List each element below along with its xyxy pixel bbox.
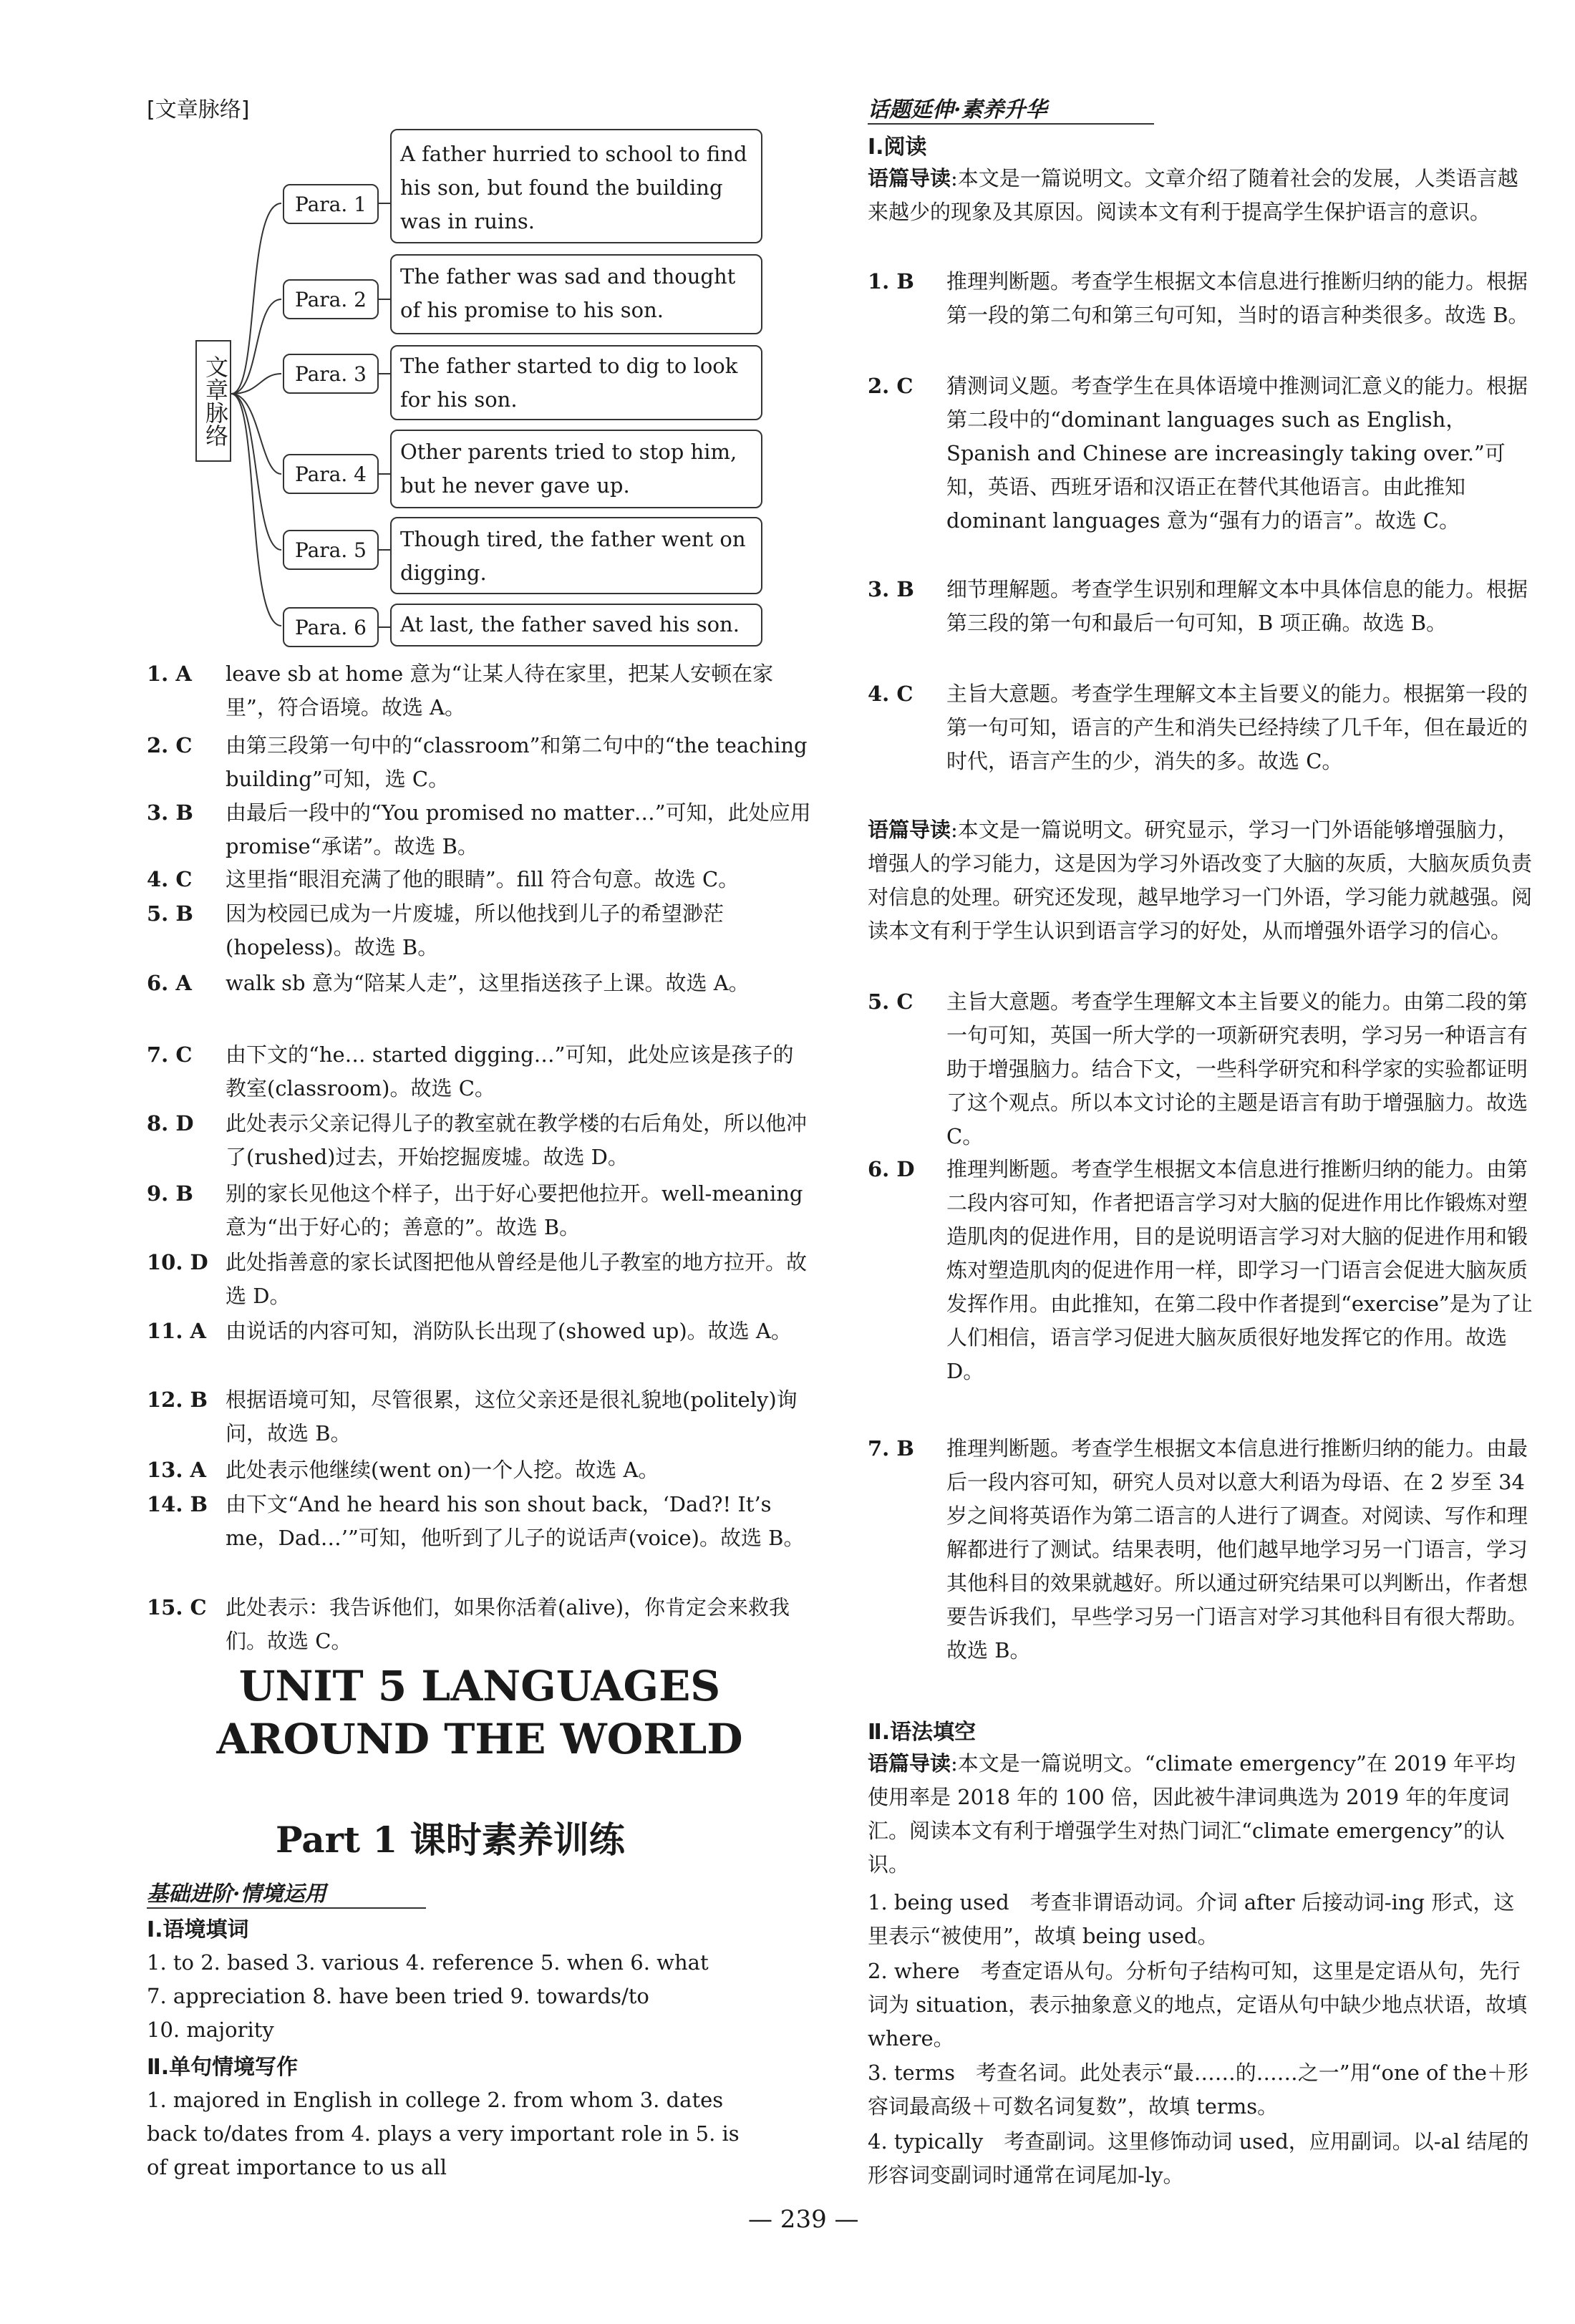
answer-text: 此处表示父亲记得儿子的教室就在教学楼的右后角处，所以他冲了(rushed)过去，开始挖掘废墟。故选 D。 xyxy=(226,1111,808,1169)
answer-item xyxy=(868,2056,1533,2124)
answer-item xyxy=(868,1432,1528,1662)
answer-number: 12. B xyxy=(147,1388,208,1412)
passage-guide: 语篇导读:本文是一篇说明文。“climate emergency”在 2019 年平均使用率是 2018 年的 100 倍，因此被牛津词典选为 2019 年的年度词汇。阅读本文有利于增强学生对热门词汇“climate emergency”的认识。 xyxy=(868,1751,1516,1877)
guide-text: 本文是一篇说明文。“climate emergency”在 2019 年平均使用率是 2018 年的 100 倍，因此被牛津词典选为 2019 年的年度词汇。阅读本文有利于增强学生对热门词汇“climate emergency”的认识。 xyxy=(868,1751,1516,1877)
outline-para-label: Para. 2 xyxy=(283,279,379,319)
answer-line: back to/dates from 4. plays a very important role in 5. is xyxy=(147,2121,740,2146)
answer-item xyxy=(147,1246,808,1308)
answer-text: 推理判断题。考查学生根据文本信息进行推断归纳的能力。根据第一段的第二句和第三句可知，当时的语言种类很多。故选 B。 xyxy=(946,269,1529,327)
answer-item xyxy=(147,1177,803,1239)
answer-text: 这里指“眼泪充满了他的眼睛”。fill 符合句意。故选 C。 xyxy=(226,867,740,891)
outline-para-label: Para. 1 xyxy=(283,184,379,224)
guide-text: 本文是一篇说明文。文章介绍了随着社会的发展，人类语言越来越少的现象及其原因。阅读本文有利于提高学生保护语言的意识。 xyxy=(868,166,1518,224)
answer-number: 2. C xyxy=(868,374,914,398)
answer-text: 由第三段第一句中的“classroom”和第二句中的“the teaching building”可知，选 C。 xyxy=(226,733,808,791)
answer-text: 因为校园已成为一片废墟，所以他找到儿子的希望渺茫(hopeless)。故选 B。 xyxy=(226,901,724,959)
answer-text: 根据语境可知，尽管很累，这位父亲还是很礼貌地(politely)询问，故选 B。 xyxy=(226,1388,798,1446)
outline-para-label: Para. 3 xyxy=(283,354,379,394)
guide-text: 本文是一篇说明文。研究显示，学习一门外语能够增强脑力，增强人的学习能力，这是因为学习外语改变了大脑的灰质，大脑灰质负责对信息的处理。研究还发现，越早地学习一门外语，学习能力就越强。阅读本文有利于学生认识到语言学习的好处，从而增强外语学习的信心。 xyxy=(868,818,1533,943)
divider xyxy=(147,1907,426,1909)
answer-number: 1. being used xyxy=(868,1890,1009,1914)
outline-summary: A father hurried to school to find his son, but found the building was in ruins. xyxy=(390,129,762,243)
outline-summary: The father started to dig to look for his son. xyxy=(390,345,762,420)
answer-item xyxy=(868,1886,1533,1953)
answer-item xyxy=(147,1107,808,1169)
answer-item xyxy=(868,369,1528,533)
answer-line: of great importance to us all xyxy=(147,2155,447,2179)
outline-para-label: Para. 5 xyxy=(283,530,379,570)
answer-item xyxy=(147,1488,805,1550)
answer-line: 1. majored in English in college 2. from whom 3. dates xyxy=(147,2088,724,2112)
answer-line: 7. appreciation 8. have been tried 9. towards/to xyxy=(147,1984,649,2008)
guide-label: 语篇导读 xyxy=(868,166,951,190)
answer-item xyxy=(147,657,774,720)
guide-label: 语篇导读 xyxy=(868,1751,951,1776)
answer-item xyxy=(868,985,1528,1148)
answer-text: 猜测词义题。考查学生在具体语境中推测词汇意义的能力。根据第二段中的“dominant languages such as English，Spanish and Chinese are increasingly taking over.”可知，英语、西班牙语和汉语正在替代其他语言。由此推知 dominant languages 意为“强有力的语言”。故选 C。 xyxy=(946,374,1528,533)
answer-number: 10. D xyxy=(147,1250,208,1274)
passage-guide: 语篇导读:本文是一篇说明文。研究显示，学习一门外语能够增强脑力，增强人的学习能力，这是因为学习外语改变了大脑的灰质，大脑灰质负责对信息的处理。研究还发现，越早地学习一门外语，学习能力就越强。阅读本文有利于学生认识到语言学习的好处，从而增强外语学习的信心。 xyxy=(868,818,1533,943)
answer-text: 推理判断题。考查学生根据文本信息进行推断归纳的能力。由最后一段内容可知，研究人员对以意大利语为母语、在 2 岁至 34 岁之间将英语作为第二语言的人进行了调查。对阅读、写作和理解都进行了测试。结果表明，他们越早地学习另一门语言，学习其他科目的效果就越好。所以通过研究结果可以判断出，作者想要告诉我们，早些学习另一门语言对学习其他科目有很大帮助。故选 B。 xyxy=(946,1436,1528,1662)
subsection-heading: Ⅰ.语境填词 xyxy=(147,1917,249,1942)
answer-number: 9. B xyxy=(147,1181,193,1206)
answer-item xyxy=(147,1314,792,1348)
answer-text: 由下文“And he heard his son shout back，‘Dad?! It’s me，Dad…’”可知，他听到了儿子的说话声(voice)。故选 B。 xyxy=(226,1492,805,1550)
answer-number: 6. A xyxy=(147,971,192,995)
answer-number: 6. D xyxy=(868,1157,915,1181)
answer-item xyxy=(868,265,1529,327)
answer-number: 2. C xyxy=(147,733,193,757)
answer-number: 4. C xyxy=(147,867,193,891)
answer-number: 13. A xyxy=(147,1458,207,1482)
answer-number: 7. C xyxy=(147,1042,193,1067)
answer-text: 推理判断题。考查学生根据文本信息进行推断归纳的能力。由第二段内容可知，作者把语言学习对大脑的促进作用比作锻炼对塑造肌肉的促进作用，目的是说明语言学习对大脑的促进作用和锻炼对塑造肌肉的促进作用一样，即学习一门语言会促进大脑灰质发挥作用。由此推知，在第二段中作者提到“exercise”是为了让人们相信，语言学习促进大脑灰质很好地发挥它的作用。故选 D。 xyxy=(946,1157,1533,1383)
subsection-heading: Ⅱ.语法填空 xyxy=(868,1720,976,1745)
unit-title-line2: AROUND THE WORLD xyxy=(216,1715,743,1763)
answer-number: 7. B xyxy=(868,1436,914,1461)
answer-item xyxy=(147,897,724,959)
answer-text: 考查非谓语动词。介词 after 后接动词-ing 形式，这里表示“被使用”，故填 being used。 xyxy=(868,1890,1515,1948)
answer-item xyxy=(868,677,1528,773)
answer-number: 15. C xyxy=(147,1595,207,1619)
answer-number: 3. B xyxy=(147,800,193,825)
part-title: Part 1 课时素养训练 xyxy=(276,1819,625,1861)
passage-guide: 语篇导读:本文是一篇说明文。文章介绍了随着社会的发展，人类语言越来越少的现象及其原因。阅读本文有利于提高学生保护语言的意识。 xyxy=(868,166,1518,224)
answer-number: 14. B xyxy=(147,1492,208,1516)
answer-item xyxy=(147,1383,798,1446)
outline-summary: Other parents tried to stop him, but he never gave up. xyxy=(390,430,762,508)
section-heading: 基础进阶·情境运用 xyxy=(147,1882,326,1907)
outline-para-label: Para. 6 xyxy=(283,607,379,647)
answer-text: 由最后一段中的“You promised no matter…”可知，此处应用 promise“承诺”。故选 B。 xyxy=(226,800,811,858)
answer-number: 4. C xyxy=(868,682,914,706)
answer-item xyxy=(868,573,1528,635)
answer-text: 由说话的内容可知，消防队长出现了(showed up)。故选 A。 xyxy=(226,1319,792,1343)
answer-number: 5. C xyxy=(868,989,914,1014)
section-heading: 话题延伸·素养升华 xyxy=(868,97,1047,122)
answer-number: 8. D xyxy=(147,1111,194,1136)
answer-text: walk sb 意为“陪某人走”，这里指送孩子上课。故选 A。 xyxy=(226,971,750,995)
answer-text: leave sb at home 意为“让某人待在家里，把某人安顿在家里”，符合语境。故选 A。 xyxy=(226,662,774,720)
answer-number: 2. where xyxy=(868,1959,960,1983)
outline-summary: Though tired, the father went on digging. xyxy=(390,517,762,594)
answer-number: 4. typically xyxy=(868,2129,984,2154)
divider xyxy=(868,123,1154,125)
answer-item xyxy=(147,1453,659,1487)
answer-number: 1. B xyxy=(868,269,914,294)
answer-number: 3. terms xyxy=(868,2061,955,2085)
outline-root: 文章脉络 xyxy=(195,340,231,462)
answer-text: 考查副词。这里修饰动词 used，应用副词。以-al 结尾的形容词变副词时通常在词尾加-ly。 xyxy=(868,2129,1529,2187)
answer-line: 10. majority xyxy=(147,2018,274,2042)
subsection-heading: Ⅱ.单句情境写作 xyxy=(147,2055,299,2080)
answer-line: 1. to 2. based 3. various 4. reference 5. when 6. what xyxy=(147,1950,709,1975)
page-number: — 239 — xyxy=(748,2205,859,2234)
answer-text: 主旨大意题。考查学生理解文本主旨要义的能力。根据第一段的第一句可知，语言的产生和消失已经持续了几千年，但在最近的时代，语言产生的少，消失的多。故选 C。 xyxy=(946,682,1528,773)
answer-item xyxy=(147,1591,790,1653)
outline-summary: The father was sad and thought of his promise to his son. xyxy=(390,254,762,334)
answer-item xyxy=(868,1955,1533,2056)
subsection-heading: Ⅰ.阅读 xyxy=(868,135,927,160)
answer-number: 3. B xyxy=(868,577,914,601)
answer-item xyxy=(147,967,750,1000)
guide-label: 语篇导读 xyxy=(868,818,951,842)
outline-summary: At last, the father saved his son. xyxy=(390,604,762,647)
answer-text: 此处表示：我告诉他们，如果你活着(alive)，你肯定会来救我们。故选 C。 xyxy=(226,1595,790,1653)
answer-item xyxy=(147,796,811,858)
answer-text: 考查名词。此处表示“最……的……之一”用“one of the＋形容词最高级＋可数名词复数”，故填 terms。 xyxy=(868,2061,1528,2119)
answer-text: 主旨大意题。考查学生理解文本主旨要义的能力。由第二段的第一句可知，英国一所大学的一项新研究表明，学习另一种语言有助于增强脑力。结合下文，一些科学研究和科学家的实验都证明了这个观点。所以本文讨论的主题是语言有助于增强脑力。故选 C。 xyxy=(946,989,1528,1148)
answer-item xyxy=(147,863,740,896)
answer-item xyxy=(147,729,808,791)
answer-number: 11. A xyxy=(147,1319,207,1343)
answer-text: 别的家长见他这个样子，出于好心要把他拉开。well-meaning 意为“出于好心的；善意的”。故选 B。 xyxy=(226,1181,803,1239)
answer-item xyxy=(147,1038,794,1100)
answer-text: 此处指善意的家长试图把他从曾经是他儿子教室的地方拉开。故选 D。 xyxy=(226,1250,808,1308)
answer-item xyxy=(868,2125,1533,2192)
unit-title-line1: UNIT 5 LANGUAGES xyxy=(238,1662,721,1710)
answer-text: 此处表示他继续(went on)一个人挖。故选 A。 xyxy=(226,1458,659,1482)
answer-number: 1. A xyxy=(147,662,192,686)
outline-para-label: Para. 4 xyxy=(283,454,379,494)
answer-text: 由下文的“he… started digging…”可知，此处应该是孩子的教室(classroom)。故选 C。 xyxy=(226,1042,794,1100)
answer-number: 5. B xyxy=(147,901,193,926)
outline-heading: [文章脉络] xyxy=(147,97,250,122)
answer-item xyxy=(868,1153,1533,1383)
answer-text: 考查定语从句。分析句子结构可知，这里是定语从句，先行词为 situation，表示抽象意义的地点，定语从句中缺少地点状语，故填 where。 xyxy=(868,1959,1528,2051)
answer-text: 细节理解题。考查学生识别和理解文本中具体信息的能力。根据第三段的第一句和最后一句可知，B 项正确。故选 B。 xyxy=(946,577,1528,635)
